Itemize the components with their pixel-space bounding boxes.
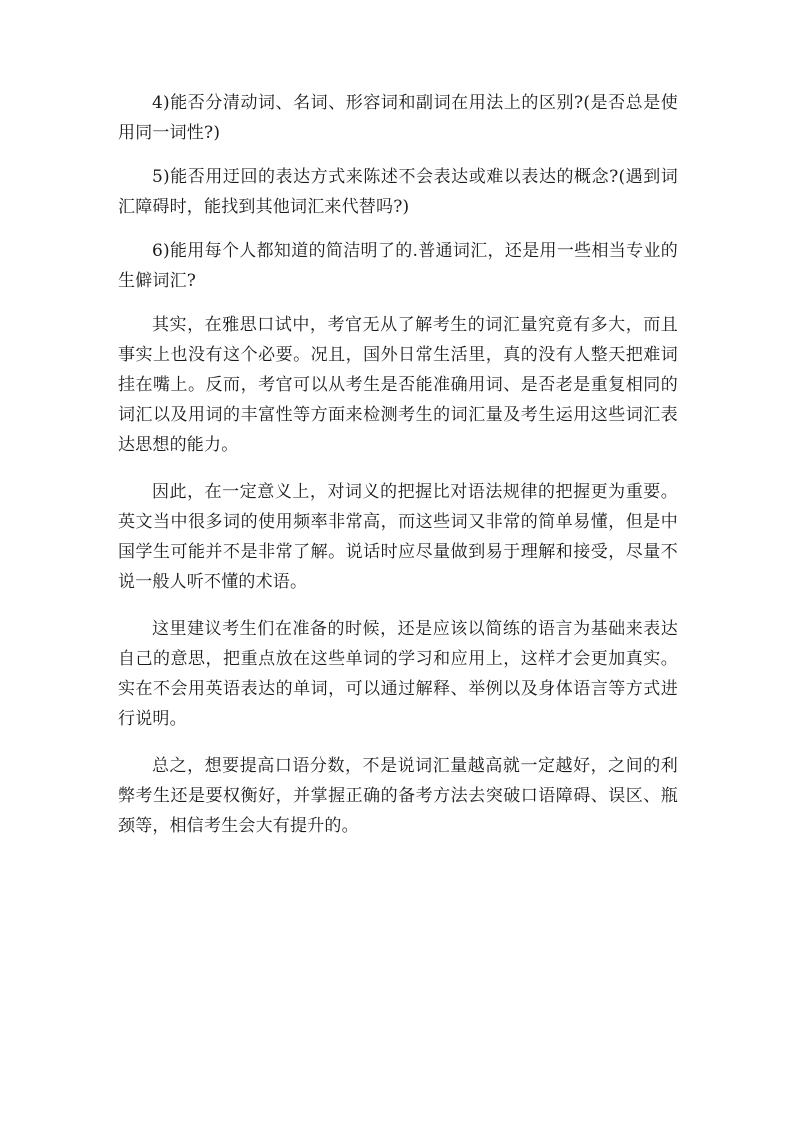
question-item-5: 5)能否用迂回的表达方式来陈述不会表达或难以表达的概念?(遇到词汇障碍时，能找到其他词汇来代替吗?): [118, 167, 678, 217]
question-item-4: 4)能否分清动词、名词、形容词和副词在用法上的区别?(是否总是使用同一词性?): [118, 93, 678, 143]
body-paragraph-word-meaning: 因此，在一定意义上，对词义的把握比对语法规律的把握更为重要。英文当中很多词的使用频率非常高，而这些词又非常的简单易懂，但是中国学生可能并不是非常了解。说话时应尽量做到易于理解和接受，尽量不说一般人听不懂的术语。: [118, 482, 678, 592]
body-paragraph-conclusion: 总之，想要提高口语分数，不是说词汇量越高就一定越好，之间的利弊考生还是要权衡好，并掌握正确的备考方法去突破口语障碍、误区、瓶颈等，相信考生会大有提升的。: [118, 756, 678, 836]
body-paragraph-suggestion: 这里建议考生们在准备的时候，还是应该以简练的语言为基础来表达自己的意思，把重点放在这些单词的学习和应用上，这样才会更加真实。实在不会用英语表达的单词，可以通过解释、举例以及身体语言等方式进行说明。: [118, 619, 678, 729]
body-paragraph-examiner: 其实，在雅思口试中，考官无从了解考生的词汇量究竟有多大，而且事实上也没有这个必要。况且，国外日常生活里，真的没有人整天把难词挂在嘴上。反而，考官可以从考生是否能准确用词、是否老是重复相同的词汇以及用词的丰富性等方面来检测考生的词汇量及考生运用这些词汇表达思想的能力。: [118, 315, 678, 455]
document-body: [118, 88, 678, 858]
question-item-6: 6)能用每个人都知道的简洁明了的.普通词汇，还是用一些相当专业的生僻词汇?: [118, 241, 678, 291]
